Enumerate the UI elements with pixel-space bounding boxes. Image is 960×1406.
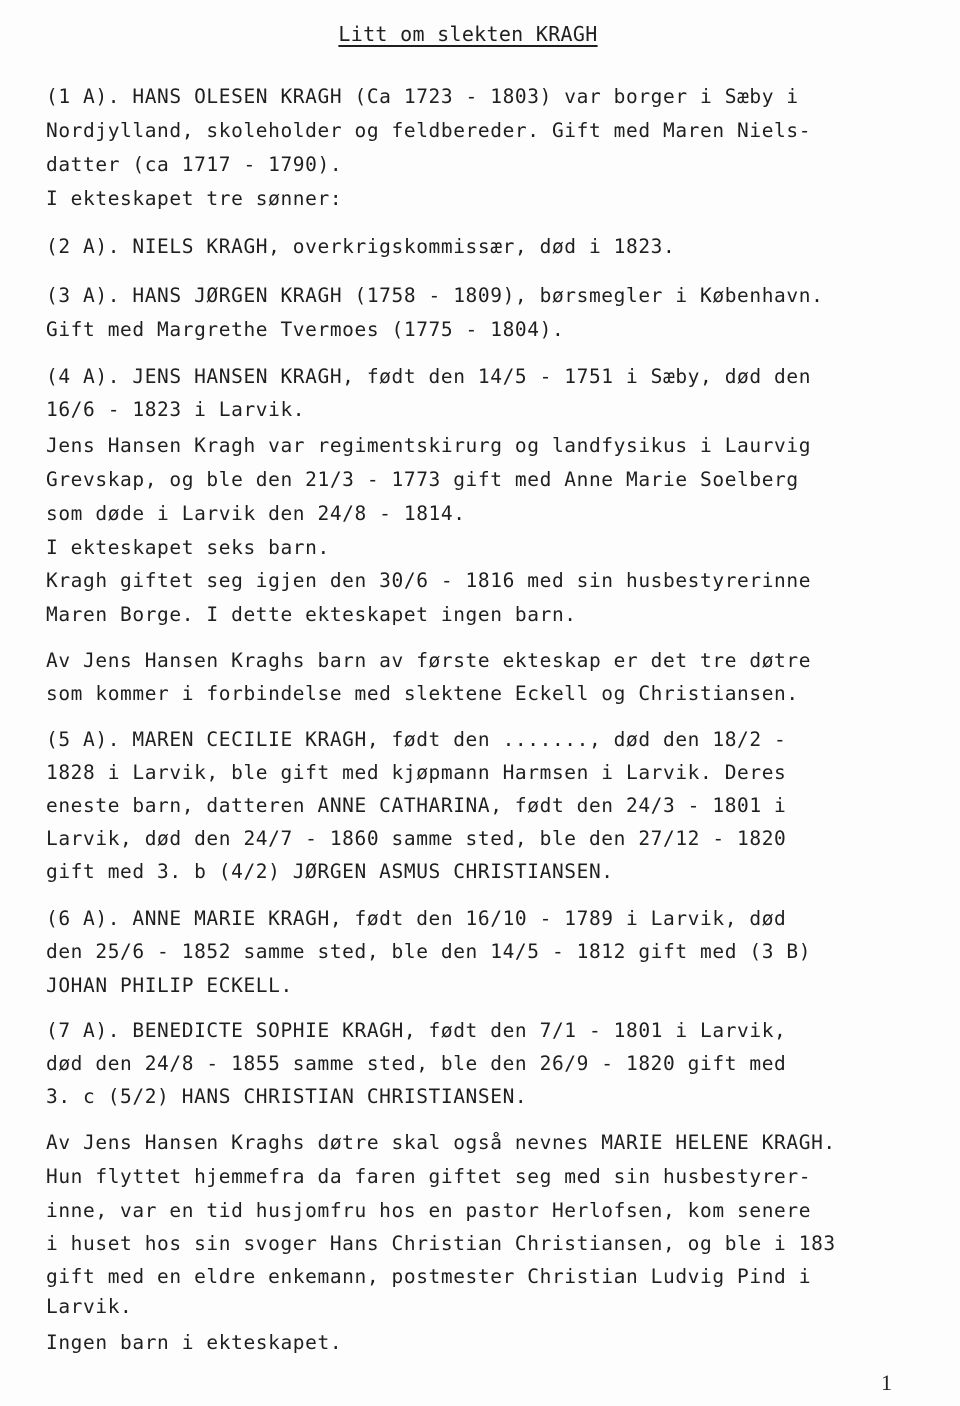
text-line: (1 A). HANS OLESEN KRAGH (Ca 1723 - 1803) var borger i Sæby i (46, 85, 799, 108)
text-line: Hun flyttet hjemmefra da faren giftet seg med sin husbestyrer- (46, 1165, 812, 1188)
text-line: (3 A). HANS JØRGEN KRAGH (1758 - 1809), børsmegler i København. (46, 284, 824, 307)
text-line: som døde i Larvik den 24/8 - 1814. (46, 502, 466, 525)
text-line: 1828 i Larvik, ble gift med kjøpmann Harmsen i Larvik. Deres (46, 761, 787, 784)
text-line: I ekteskapet seks barn. (46, 536, 330, 559)
text-line: gift med en eldre enkemann, postmester Christian Ludvig Pind i (46, 1265, 812, 1288)
text-line: i huset hos sin svoger Hans Christian Christiansen, og ble i 183 (46, 1232, 836, 1255)
text-line: død den 24/8 - 1855 samme sted, ble den 26/9 - 1820 gift med (46, 1052, 787, 1075)
text-line: 3. c (5/2) HANS CHRISTIAN CHRISTIANSEN. (46, 1085, 528, 1108)
text-line: (5 A). MAREN CECILIE KRAGH, født den ......., død den 18/2 - (46, 728, 787, 751)
text-line: (4 A). JENS HANSEN KRAGH, født den 14/5 - 1751 i Sæby, død den (46, 365, 812, 388)
text-line: Maren Borge. I dette ekteskapet ingen barn. (46, 603, 577, 626)
text-line: datter (ca 1717 - 1790). (46, 153, 343, 176)
text-line: (2 A). NIELS KRAGH, overkrigskommissær, død i 1823. (46, 235, 676, 258)
text-line: eneste barn, datteren ANNE CATHARINA, født den 24/3 - 1801 i (46, 794, 787, 817)
text-line: Larvik. (46, 1295, 133, 1318)
text-line: Av Jens Hansen Kraghs døtre skal også nevnes MARIE HELENE KRAGH. (46, 1131, 836, 1154)
page-number: 1 (881, 1370, 892, 1395)
page-title: Litt om slekten KRAGH (338, 22, 598, 46)
text-line: JOHAN PHILIP ECKELL. (46, 974, 293, 997)
text-line: den 25/6 - 1852 samme sted, ble den 14/5 - 1812 gift med (3 B) (46, 940, 812, 963)
text-line: Grevskap, og ble den 21/3 - 1773 gift med Anne Marie Soelberg (46, 468, 799, 491)
text-line: Gift med Margrethe Tvermoes (1775 - 1804). (46, 318, 565, 341)
text-line: som kommer i forbindelse med slektene Eckell og Christiansen. (46, 682, 799, 705)
text-line: inne, var en tid husjomfru hos en pastor Herlofsen, kom senere (46, 1199, 812, 1222)
text-line: 16/6 - 1823 i Larvik. (46, 398, 306, 421)
text-line: Ingen barn i ekteskapet. (46, 1331, 343, 1354)
text-line: I ekteskapet tre sønner: (46, 187, 343, 210)
text-line: (7 A). BENEDICTE SOPHIE KRAGH, født den 7/1 - 1801 i Larvik, (46, 1019, 787, 1042)
text-line: Larvik, død den 24/7 - 1860 samme sted, ble den 27/12 - 1820 (46, 827, 787, 850)
text-line: Jens Hansen Kragh var regimentskirurg og landfysikus i Laurvig (46, 434, 812, 457)
text-line: Nordjylland, skoleholder og feldbereder. Gift med Maren Niels- (46, 119, 812, 142)
text-line: gift med 3. b (4/2) JØRGEN ASMUS CHRISTIANSEN. (46, 860, 614, 883)
text-line: (6 A). ANNE MARIE KRAGH, født den 16/10 - 1789 i Larvik, død (46, 907, 787, 930)
text-line: Kragh giftet seg igjen den 30/6 - 1816 med sin husbestyrerinne (46, 569, 812, 592)
text-line: Av Jens Hansen Kraghs barn av første ekteskap er det tre døtre (46, 649, 812, 672)
